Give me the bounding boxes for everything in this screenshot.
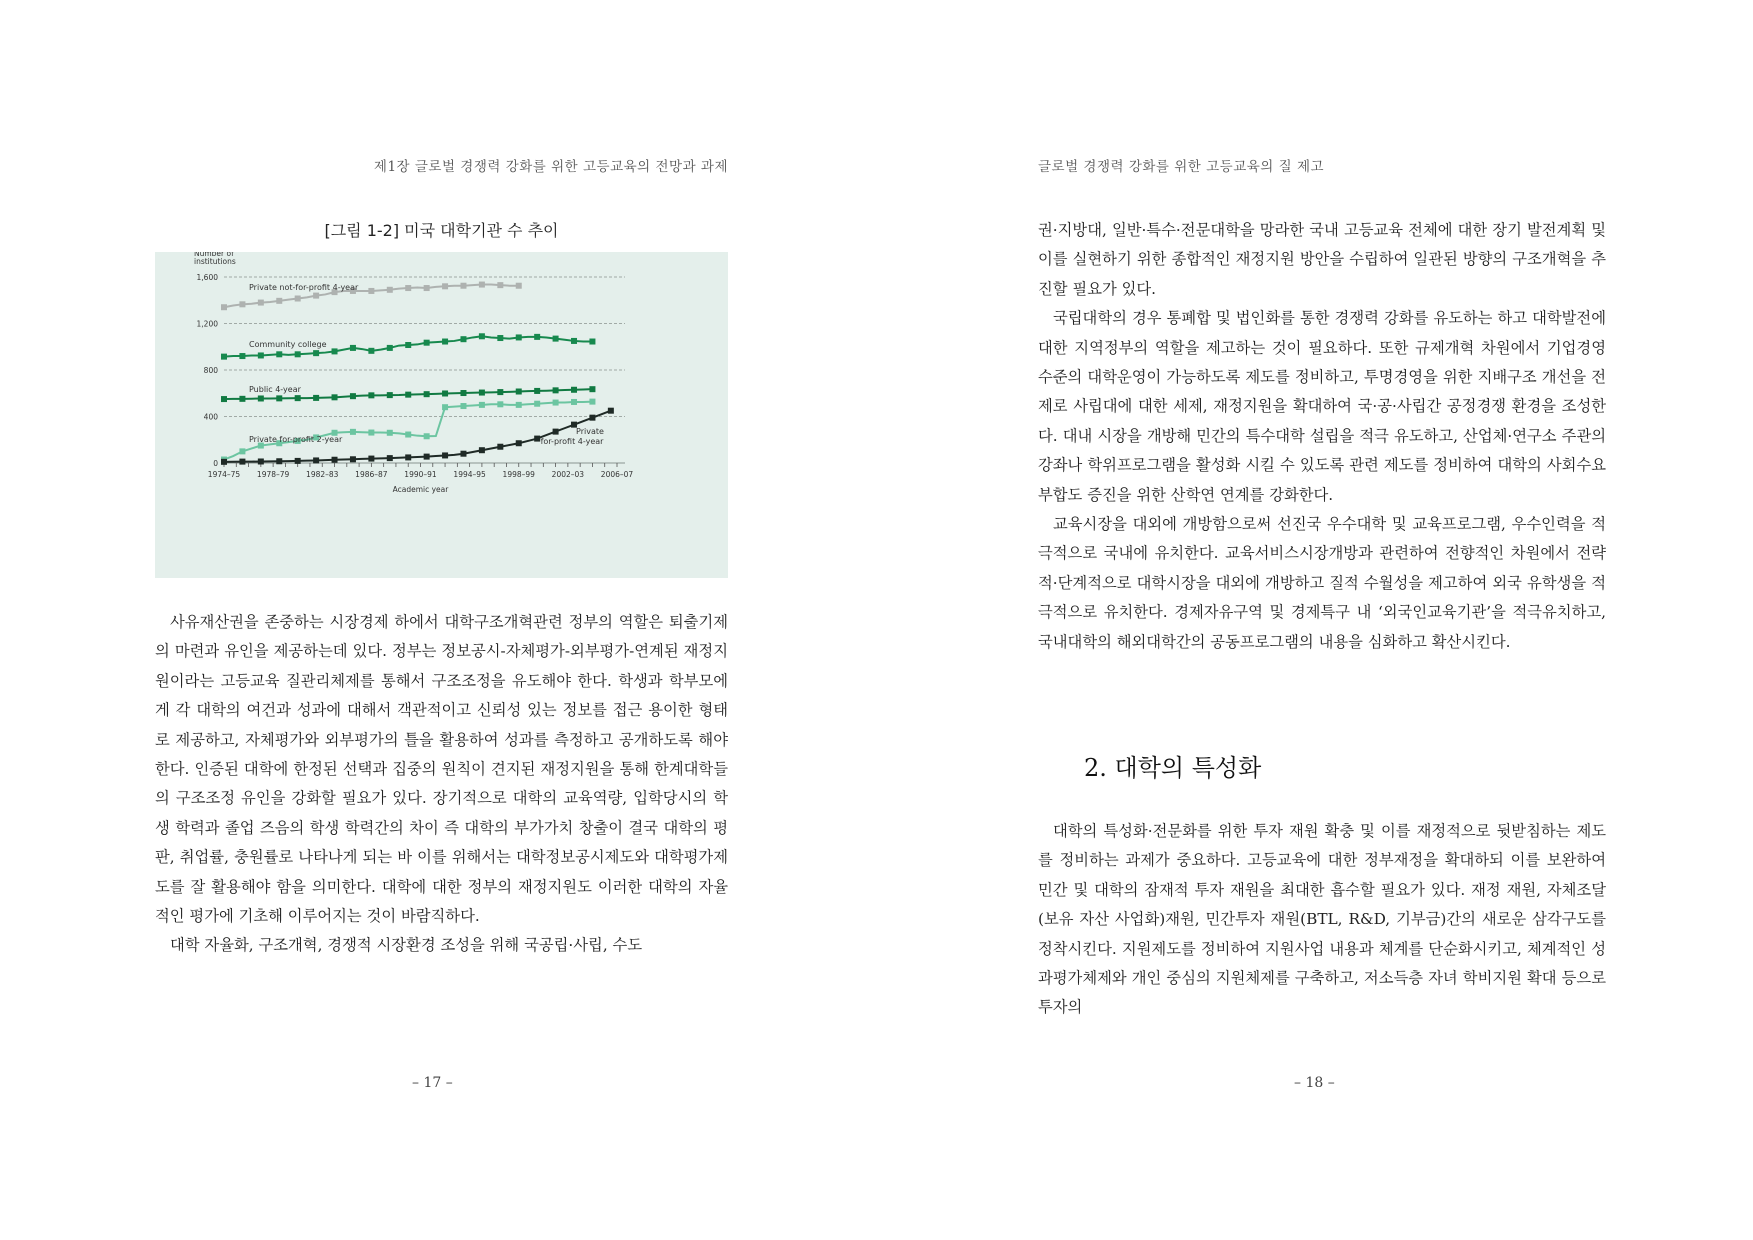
data-point — [589, 415, 595, 421]
x-tick-label: 1974–75 — [207, 470, 241, 479]
data-point — [387, 392, 393, 398]
data-point — [221, 459, 227, 465]
running-head: 제1장 글로벌 경쟁력 강화를 위한 고등교육의 전망과 과제 — [373, 159, 728, 175]
data-point — [258, 300, 264, 306]
data-point — [497, 335, 503, 341]
y-tick-label: 1,600 — [196, 273, 218, 282]
data-point — [479, 390, 485, 396]
data-point — [553, 429, 559, 435]
data-point — [460, 390, 466, 396]
data-point — [239, 396, 245, 402]
series-label: for-profit 4-year — [540, 437, 604, 446]
data-point — [368, 456, 374, 462]
data-point — [239, 459, 245, 465]
data-point — [497, 389, 503, 395]
data-point — [424, 433, 430, 439]
series-label: Private for-profit 2-year — [249, 435, 343, 444]
data-point — [534, 388, 540, 394]
right-body-text-bottom — [1038, 817, 1606, 1023]
data-point — [460, 283, 466, 289]
section-heading: 2. 대학의 특성화 — [1084, 754, 1262, 782]
data-point — [424, 285, 430, 291]
data-point — [516, 283, 522, 289]
data-point — [276, 298, 282, 304]
data-point — [350, 345, 356, 351]
data-point — [387, 287, 393, 293]
data-point — [332, 457, 338, 463]
y-tick-label: 800 — [203, 366, 218, 375]
data-point — [589, 339, 595, 345]
data-point — [589, 399, 595, 405]
data-point — [479, 333, 485, 339]
data-point — [424, 454, 430, 460]
data-point — [368, 348, 374, 354]
left-body-text — [155, 608, 728, 961]
data-point — [589, 386, 595, 392]
data-point — [368, 288, 374, 294]
right-page — [877, 0, 1753, 1240]
y-tick-label: 0 — [213, 459, 218, 468]
data-point — [442, 452, 448, 458]
data-point — [479, 282, 485, 288]
data-point — [497, 282, 503, 288]
data-point — [516, 389, 522, 395]
data-point — [460, 336, 466, 342]
data-point — [516, 402, 522, 408]
data-point — [571, 387, 577, 393]
data-point — [608, 408, 614, 414]
y-axis-title: Number of — [194, 252, 234, 258]
paragraph: 대학의 특성화·전문화를 위한 투자 재원 확충 및 이를 재정적으로 뒷받침하는 제도를 정비하는 과제가 중요하다. 고등교육에 대한 정부재정을 확대하되 이를 보완하여 민간 및 대학의 잠재적 투자 재원을 최대한 흡수할 필요가 있다. 재정 재원, 자체조달(보유 자산 사업화)재원, 민간투자 재원(BTL, R&D, 기부금)간의 새로운 삼각구도를 정착시킨다. 지원제도를 정비하여 지원사업 내용과 체계를 단순화시키고, 체계적인 성과평가체제와 개인 중심의 지원체제를 구축하고, 저소득층 자녀 학비지원 확대 등으로 투자의 — [1038, 822, 1606, 1017]
paragraph: 권·지방대, 일반·특수·전문대학을 망라한 국내 고등교육 전체에 대한 장기 발전계획 및 이를 실현하기 위한 종합적인 재정지원 방안을 수립하여 일관된 방향의 구조개혁을 추진할 필요가 있다. — [1038, 221, 1606, 298]
data-point — [460, 403, 466, 409]
x-axis-title: Academic year — [392, 485, 449, 494]
data-point — [405, 392, 411, 398]
x-tick-label: 1986–87 — [355, 470, 388, 479]
series-label: Private — [576, 427, 604, 436]
series-label: Community college — [249, 340, 327, 349]
data-point — [387, 455, 393, 461]
data-point — [239, 448, 245, 454]
running-head: 글로벌 경쟁력 강화를 위한 고등교육의 질 제고 — [1038, 159, 1325, 175]
data-point — [313, 457, 319, 463]
data-point — [442, 390, 448, 396]
data-point — [276, 351, 282, 357]
data-point — [258, 352, 264, 358]
paragraph: 국립대학의 경우 통폐합 및 법인화를 통한 경쟁력 강화를 유도하는 하고 대학발전에 대한 지역정부의 역할을 제고하는 것이 필요하다. 또한 규제개혁 차원에서 기업경영 수준의 대학운영이 가능하도록 제도를 정비하고, 투명경영을 위한 지배구조 개선을 전제로 사립대에 대한 세제, 재정지원을 확대하여 국·공·사립간 공정경쟁 환경을 조성한다. 대내 시장을 개방해 민간의 특수대학 설립을 적극 유도하고, 산업체·연구소 주관의 강좌나 학위프로그램을 활성화 시킬 수 있도록 관련 제도를 정비하여 대학의 사회수요 부합도 증진을 위한 산학연 연계를 강화한다. — [1038, 309, 1606, 504]
series-label: Private not-for-profit 4-year — [249, 283, 359, 292]
paragraph: 사유재산권을 존중하는 시장경제 하에서 대학구조개혁관련 정부의 역할은 퇴출기제의 마련과 유인을 제공하는데 있다. 정부는 정보공시-자체평가-외부평가-연계된 재정지원이라는 고등교육 질관리체제를 통해서 구조조정을 유도해야 한다. 학생과 학부모에게 각 대학의 여건과 성과에 대해서 객관적이고 신뢰성 있는 정보를 접근 용이한 형태로 제공하고, 자체평가와 외부평가의 틀을 활용하여 성과를 측정하고 공개하도록 해야 한다. 인증된 대학에 한정된 선택과 집중의 원칙이 견지된 재정지원을 통해 한계대학들의 구조조정 유인을 강화할 필요가 있다. 장기적으로 대학의 교육역량, 입학당시의 학생 학력과 졸업 즈음의 학생 학력간의 차이 즉 대학의 부가가치 창출이 결국 대학의 평판, 취업률, 충원률로 나타나게 되는 바 이를 위해서는 대학정보공시제도와 대학평가제도를 잘 활용해야 함을 의미한다. 대학에 대한 정부의 재정지원도 이러한 대학의 자율적인 평가에 기초해 이루어지는 것이 바람직하다. — [155, 613, 728, 926]
data-point — [497, 401, 503, 407]
data-point — [239, 301, 245, 307]
data-point — [258, 395, 264, 401]
data-point — [221, 396, 227, 402]
x-tick-label: 1982–83 — [306, 470, 339, 479]
data-point — [553, 387, 559, 393]
data-point — [534, 401, 540, 407]
data-point — [479, 447, 485, 453]
data-point — [405, 432, 411, 438]
figure-chart — [155, 252, 728, 578]
data-point — [387, 345, 393, 351]
data-point — [295, 351, 301, 357]
paragraph: 대학 자율화, 구조개혁, 경쟁적 시장환경 조성을 위해 국공립·사립, 수도 — [170, 936, 643, 955]
data-point — [221, 304, 227, 310]
x-tick-label: 1994–95 — [453, 470, 486, 479]
data-point — [442, 339, 448, 345]
x-tick-label: 2002–03 — [551, 470, 585, 479]
data-point — [313, 293, 319, 299]
data-point — [295, 296, 301, 302]
data-point — [553, 400, 559, 406]
y-tick-label: 400 — [203, 412, 218, 422]
right-body-text-top — [1038, 216, 1606, 657]
left-page — [0, 0, 876, 1240]
data-point — [350, 429, 356, 435]
data-point — [387, 430, 393, 436]
data-point — [332, 394, 338, 400]
data-point — [534, 334, 540, 340]
data-point — [534, 436, 540, 442]
series-line — [224, 402, 592, 460]
data-point — [516, 440, 522, 446]
page-number: – 17 – — [412, 1075, 453, 1091]
x-tick-label: 1998–99 — [502, 470, 535, 479]
data-point — [276, 395, 282, 401]
data-point — [258, 458, 264, 464]
x-tick-label: 1990–91 — [404, 470, 437, 479]
data-point — [497, 444, 503, 450]
data-point — [479, 402, 485, 408]
data-point — [571, 399, 577, 405]
data-point — [332, 348, 338, 354]
data-point — [405, 285, 411, 291]
x-tick-label: 1978–79 — [256, 470, 290, 479]
data-point — [424, 391, 430, 397]
figure-title: [그림 1-2] 미국 대학기관 수 추이 — [324, 221, 559, 240]
data-point — [350, 456, 356, 462]
y-tick-label: 1,200 — [196, 319, 218, 329]
data-point — [276, 458, 282, 464]
chart-svg — [155, 252, 728, 578]
y-axis-title: institutions — [194, 257, 236, 266]
data-point — [424, 340, 430, 346]
page-number: – 18 – — [1294, 1075, 1335, 1091]
data-point — [442, 283, 448, 289]
data-point — [350, 393, 356, 399]
paragraph: 교육시장을 대외에 개방함으로써 선진국 우수대학 및 교육프로그램, 우수인력을 적극적으로 국내에 유치한다. 교육서비스시장개방과 관련하여 전향적인 차원에서 전략적·단계적으로 대학시장을 대외에 개방하고 질적 수월성을 제고하여 외국 유학생을 적극적으로 유치한다. 경제자유구역 및 경제특구 내 ‘외국인교육기관’을 적극유치하고, 국내대학의 해외대학간의 공동프로그램의 내용을 심화하고 확산시킨다. — [1038, 515, 1606, 651]
data-point — [239, 353, 245, 359]
data-point — [221, 354, 227, 360]
data-point — [442, 404, 448, 410]
data-point — [553, 336, 559, 342]
data-point — [295, 458, 301, 464]
data-point — [571, 338, 577, 344]
data-point — [460, 451, 466, 457]
x-tick-label: 2006–07 — [600, 470, 634, 479]
data-point — [405, 342, 411, 348]
series-label: Public 4-year — [249, 385, 301, 394]
data-point — [405, 454, 411, 460]
data-point — [295, 395, 301, 401]
data-point — [368, 392, 374, 398]
data-point — [313, 350, 319, 356]
data-point — [368, 430, 374, 436]
data-point — [313, 395, 319, 401]
data-point — [516, 334, 522, 340]
